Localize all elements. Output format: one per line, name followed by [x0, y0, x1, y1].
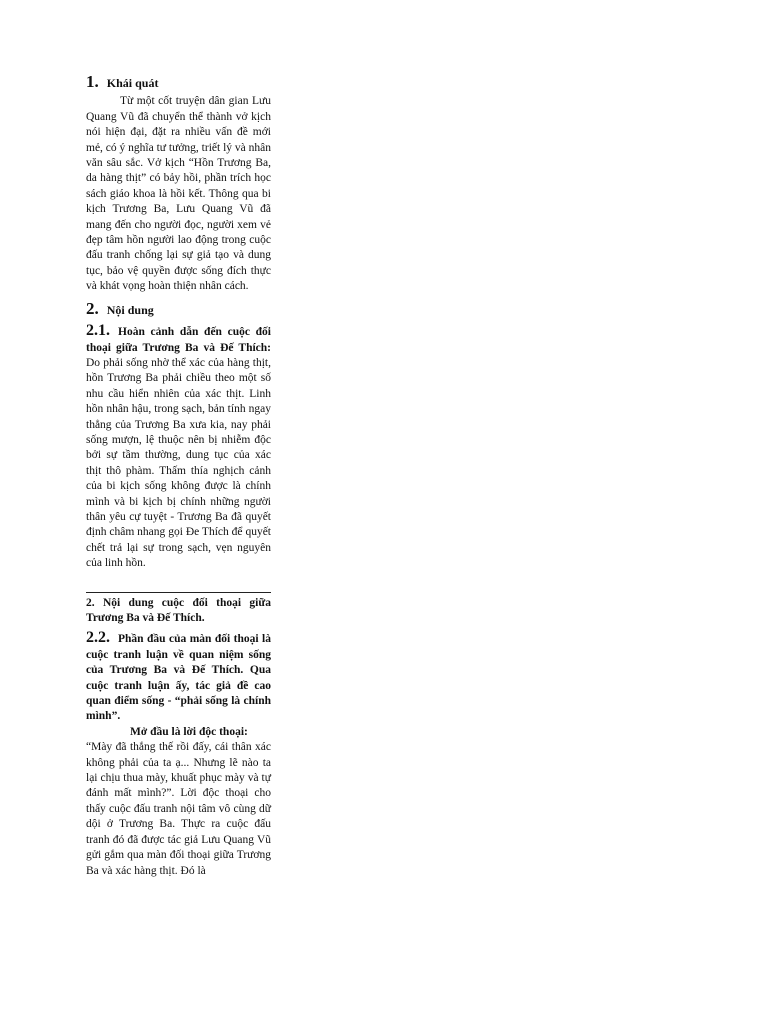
section-2-1-body: Do phải sống nhờ thể xác của hàng thịt, hồn Trương Ba phải chiều theo một số nhu cầu hiển nhiên của xác thịt. Linh hồn nhân hậu, trong sạch, bản tính ngay thẳng của Trương Ba xưa kia, nay phải sống mượn, lệ thuộc nên bị nhiễm độc bởi sự tầm thường, dung tục của xác thịt thô phàm. Thấm thía nghịch cảnh của bi kịch sống không được là chính mình và bi kịch bị chính những người thân yêu cự tuyệt - Trương Ba đã quyết định châm nhang gọi Đe Thích để quyết chết trả lại sự trong sạch, vẹn nguyên của linh hồn. [86, 356, 271, 570]
section-2-2-lead: Phần đầu của màn đối thoại là cuộc tranh luận về quan niệm sống của Trương Ba và Đế Thích. Qua cuộc tranh luận ấy, tác giả đề cao quan điểm sống - “phải sống là chính mình”. [86, 633, 271, 723]
document-column [86, 74, 271, 879]
section-2-2-lead-paragraph [86, 630, 271, 724]
section-1-paragraph: Từ một cốt truyện dân gian Lưu Quang Vũ đã chuyển thể thành vở kịch nói hiện đại, đặt ra nhiều vấn đề mới mẻ, có ý nghĩa tư tưởng, triết lý và nhân văn sâu sắc. Vở kịch “Hồn Trương Ba, da hàng thịt” có bảy hồi, phần trích học sách giáo khoa là hồi kết. Thông qua bi kịch Trương Ba, Lưu Quang Vũ đã mang đến cho người đọc, người xem vẻ đẹp tâm hồn người lao động trong cuộc đấu tranh chống lại sự giả tạo và dung tục, bảo vệ quyền được sống đích thực và khát vọng hoàn thiện nhân cách. [86, 95, 271, 293]
section-2-1-paragraph [86, 323, 271, 572]
section-2-2-body: “Mày đã thắng thế rồi đấy, cái thân xác không phải của ta ạ... Nhưng lẽ nào ta lại chịu thua mày, khuất phục mày và tự đánh mất mình?”. Lời độc thoại cho thấy cuộc đấu tranh nội tâm vô cùng dữ dội ở Trương Ba. Thực ra cuộc đấu tranh đó đã được tác giả Lưu Quang Vũ gửi gắm qua màn đối thoại giữa Trương Ba và xác hàng thịt. Đó là [86, 741, 271, 877]
section-1-title: Khái quát [106, 76, 159, 90]
section-divider-heading [86, 592, 271, 627]
section-2-1-lead: Hoàn cảnh dẫn đến cuộc đối thoại giữa Trương Ba và Đế Thích: [86, 326, 271, 354]
section-2-heading [86, 298, 271, 319]
section-2-1-number: 2.1. [86, 322, 110, 340]
section-2-2-number: 2.2. [86, 629, 110, 647]
section-2-title: Nội dung [106, 302, 154, 317]
section-1-number: 1. [86, 72, 99, 91]
section-2-2-subheading: Mở đầu là lời độc thoại: [130, 725, 248, 738]
section-2-number: 2. [86, 298, 99, 318]
section-heading-extra: 2. Nội dung cuộc đối thoại giữa Trương Ba và Đế Thích. [86, 596, 271, 624]
section-1-heading [86, 74, 271, 92]
